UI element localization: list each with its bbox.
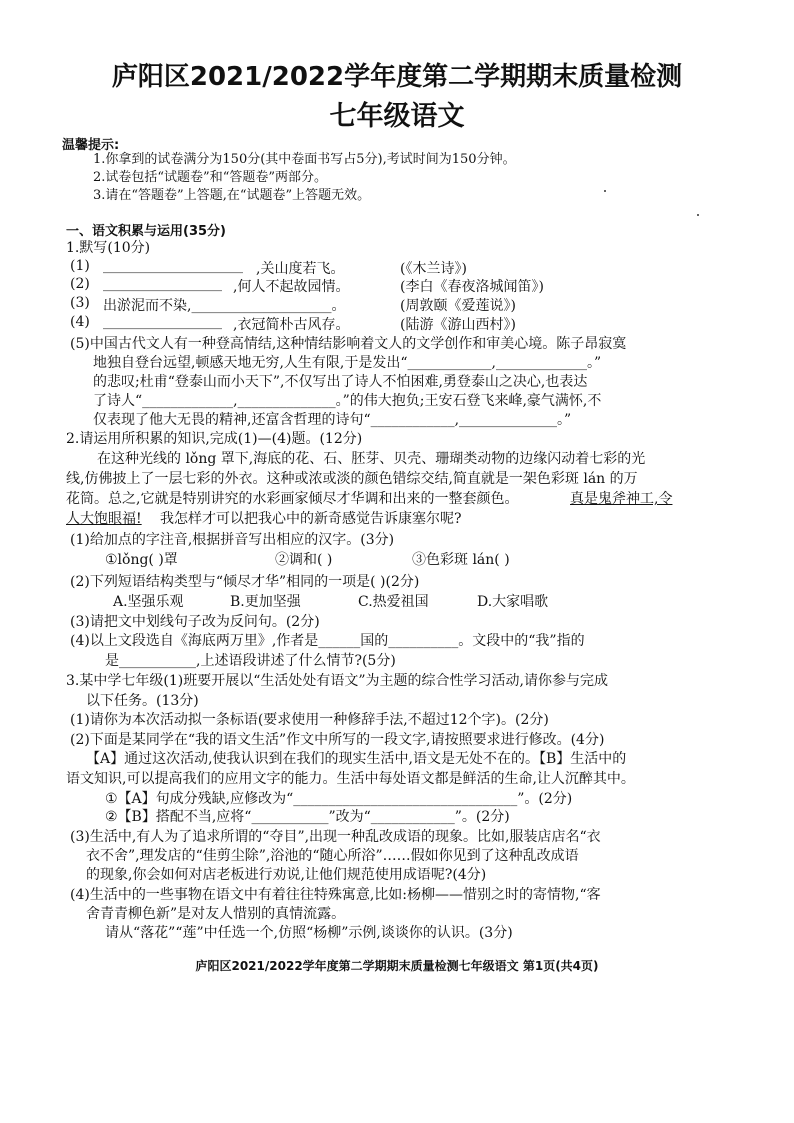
q1-item-5-line-1: (5)中国古代文人有一种登高情结,这种情结影响着文人的文学创作和审美心境。陈子昂寂寞 <box>70 336 627 352</box>
q2-sub1: (1)给加点的字注音,根据拼音写出相应的汉字。(3分) <box>70 532 395 548</box>
q3-title-line-1: 3.某中学七年级(1)班要开展以“生活处处有语文”为主题的综合性学习活动,请你参与完成 <box>66 673 608 689</box>
q3-fix-2: ②【B】搭配不当,应将“___________”改为“____________”。(2分) <box>105 809 510 825</box>
q2-passage-line-3: 花筒。总之,它就是特别讲究的水彩画家倾尽才华调和出来的一整套颜色。 <box>66 491 519 507</box>
q2-passage-line-4: 我怎样才可以把我心中的新奇感觉告诉康塞尔呢? <box>160 511 462 527</box>
exam-subtitle: 七年级语文 <box>329 101 465 132</box>
q3-sub4-line-3: 请从“落花”“莲”中任选一个,仿照“杨柳”示例,谈谈你的认识。(3分) <box>105 925 513 941</box>
q2-option-a: A.坚强乐观 <box>113 594 184 610</box>
exam-title: 庐阳区2021/2022学年度第二学期期末质量检测 <box>111 62 683 92</box>
q2-passage-line-1: 在这种光线的 lǒng 罩下,海底的花、石、胚芽、贝壳、珊瑚类动物的边缘闪动着七彩的光 <box>97 451 646 467</box>
q1-item-3-source: (周敦颐《爱莲说》) <box>400 298 516 314</box>
q2-option-d: D.大家唱歌 <box>477 594 549 610</box>
q1-item-2-no: (2) <box>70 276 90 292</box>
q3-sub2: (2)下面是某同学在“我的语文生活”作文中所写的一段文字,请按照要求进行修改。(4分) <box>70 732 605 748</box>
q1-item-3-no: (3) <box>70 295 90 311</box>
q1-item-5-line-5: 仅表现了他大无畏的精神,还富含哲理的诗句“____________,______________。” <box>93 412 572 428</box>
scan-speck <box>697 214 699 216</box>
q3-sub3-line-1: (3)生活中,有人为了追求所谓的“夺目”,出现一种乱改成语的现象。比如,服装店店名“衣 <box>70 829 601 845</box>
q1-item-4-source: (陆游《游山西村》) <box>400 317 516 333</box>
scan-speck <box>604 190 606 192</box>
tips-line-2: 2.试卷包括“试题卷”和“答题卷”两部分。 <box>93 170 327 185</box>
q1-item-1-text: ,关山度若飞。 <box>256 261 345 277</box>
q1-item-1-blank: ____________________ <box>103 258 243 274</box>
q3-sub1: (1)请你为本次活动拟一条标语(要求使用一种修辞手法,不超过12个字)。(2分) <box>70 712 549 728</box>
q1-item-5-line-4: 了诗人“_____________,______________。”的伟大抱负;王安石登飞来峰,豪气满怀,不 <box>93 393 602 409</box>
q3-sub3-line-3: 的现象,你会如何对店老板进行劝说,让他们规范使用成语呢?(4分) <box>86 867 487 883</box>
q1-item-4-blank: _________________ <box>103 314 222 330</box>
q2-sub1-item-1: ①lǒng( )罩 <box>105 552 178 568</box>
q3-sub4-line-1: (4)生活中的一些事物在语文中有着往往特殊寓意,比如:杨柳——惜别之时的寄情物,“客 <box>70 887 601 903</box>
q2-option-c: C.热爱祖国 <box>358 594 429 610</box>
q1-item-2-blank: _________________ <box>103 276 222 292</box>
q1-item-5-line-3: 的悲叹;杜甫“登泰山而小天下”,不仅写出了诗人不怕困难,勇登泰山之决心,也表达 <box>93 374 588 390</box>
q2-underlined-sentence-part-1: 真是鬼斧神工,令 <box>570 491 673 507</box>
page-footer: 庐阳区2021/2022学年度第二学期期末质量检测七年级语文 第1页(共4页) <box>195 959 599 973</box>
q3-fix-1: ①【A】句成分残缺,应修改为“________________________________”。(2分) <box>105 791 573 807</box>
q2-sub1-item-2: ②调和( ) <box>275 552 333 568</box>
q1-item-4-text: ,衣冠简朴古风存。 <box>233 317 350 333</box>
q2-underlined-sentence-part-2: 人大饱眼福! <box>66 511 142 527</box>
q3-sub4-line-2: 舍青青柳色新”是对友人惜别的真情流露。 <box>86 906 346 922</box>
q1-title: 1.默写(10分) <box>66 240 151 256</box>
q2-title: 2.请运用所积累的知识,完成(1)—(4)题。(12分) <box>66 431 363 447</box>
q1-item-1-no: (1) <box>70 258 90 274</box>
q1-item-2-text: ,何人不起故园情。 <box>233 279 350 295</box>
q2-sub4-line-2: 是___________,上述语段讲述了什么情节?(5分) <box>105 653 396 669</box>
tips-heading: 温馨提示: <box>62 138 120 153</box>
q3-title-line-2: 以下任务。(13分) <box>86 693 199 709</box>
tips-line-3: 3.请在“答题卷”上答题,在“试题卷”上答题无效。 <box>93 188 371 203</box>
q1-item-4-no: (4) <box>70 314 90 330</box>
q1-item-3-text: 出淤泥而不染,____________________。 <box>103 298 346 314</box>
q3-passage-line-2: 语文知识,可以提高我们的应用文字的能力。生活中每处语文都是鲜活的生命,让人沉醉其中。 <box>66 771 635 787</box>
tips-line-1: 1.你拿到的试卷满分为150分(其中卷面书写占5分),考试时间为150分钟。 <box>93 152 516 167</box>
q2-passage-line-2: 线,仿佛披上了一层七彩的外衣。这种或浓或淡的颜色错综交结,简直就是一架色彩斑 lán 的万 <box>66 471 638 487</box>
q2-sub2: (2)下列短语结构类型与“倾尽才华”相同的一项是( )(2分) <box>70 574 420 590</box>
q3-sub3-line-2: 衣不舍”,理发店的“佳剪尘除”,浴池的“随心所浴”……假如你见到了这种乱改成语 <box>86 848 579 864</box>
q1-item-1-source: (《木兰诗》) <box>400 261 467 277</box>
q2-sub3: (3)请把文中划线句子改为反问句。(2分) <box>70 614 320 630</box>
q1-item-5-line-2: 地独自登台远望,顿感天地无穷,人生有限,于是发出“____________,_____________。” <box>93 355 602 371</box>
q2-sub4-line-1: (4)以上文段选自《海底两万里》,作者是______国的__________。文段中的“我”指的 <box>70 633 585 649</box>
section-heading: 一、语文积累与运用(35分) <box>66 224 226 239</box>
q2-sub1-item-3: ③色彩斑 lán( ) <box>412 552 510 568</box>
q1-item-2-source: (李白《春夜洛城闻笛》) <box>400 279 544 295</box>
q3-passage-line-1: 【A】通过这次活动,使我认识到在我们的现实生活中,语文是无处不在的。【B】生活中的 <box>86 751 627 767</box>
q2-option-b: B.更加坚强 <box>230 594 301 610</box>
